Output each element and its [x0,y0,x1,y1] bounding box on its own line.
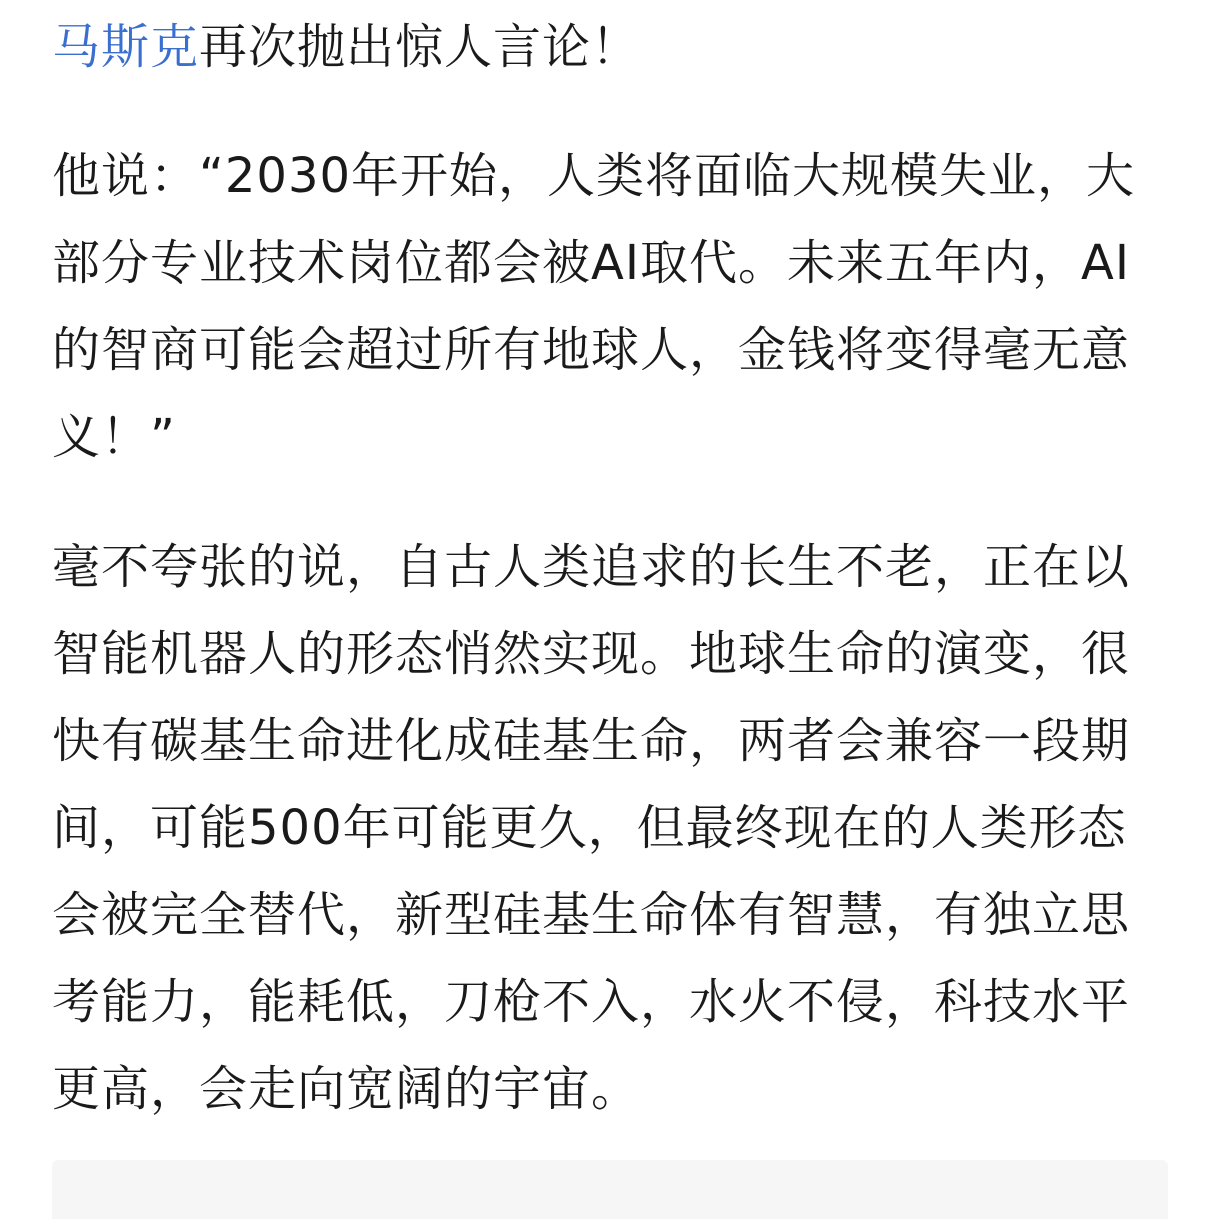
quote-paragraph: 他说：“2030年开始，人类将面临大规模失业，大部分专业技术岗位都会被AI取代。未来五年内，AI的智商可能会超过所有地球人，金钱将变得毫无意义！” [52,148,1136,465]
commentary-paragraph: 毫不夸张的说，自古人类追求的长生不老，正在以智能机器人的形态悄然实现。地球生命的演变，很快有碳基生命进化成硅基生命，两者会兼容一段期间，可能500年可能更久，但最终现在的人类形态会被完全替代，新型硅基生命体有智慧，有独立思考能力，能耗低，刀枪不入，水火不侵，科技水平更高，会走向宽阔的宇宙。 [52,539,1131,1117]
intro-paragraph [52,4,1162,91]
embedded-card[interactable] [52,1160,1168,1219]
intro-text: 再次抛出惊人言论！ [199,19,641,75]
person-mention-link[interactable]: 马斯克 [52,19,200,75]
